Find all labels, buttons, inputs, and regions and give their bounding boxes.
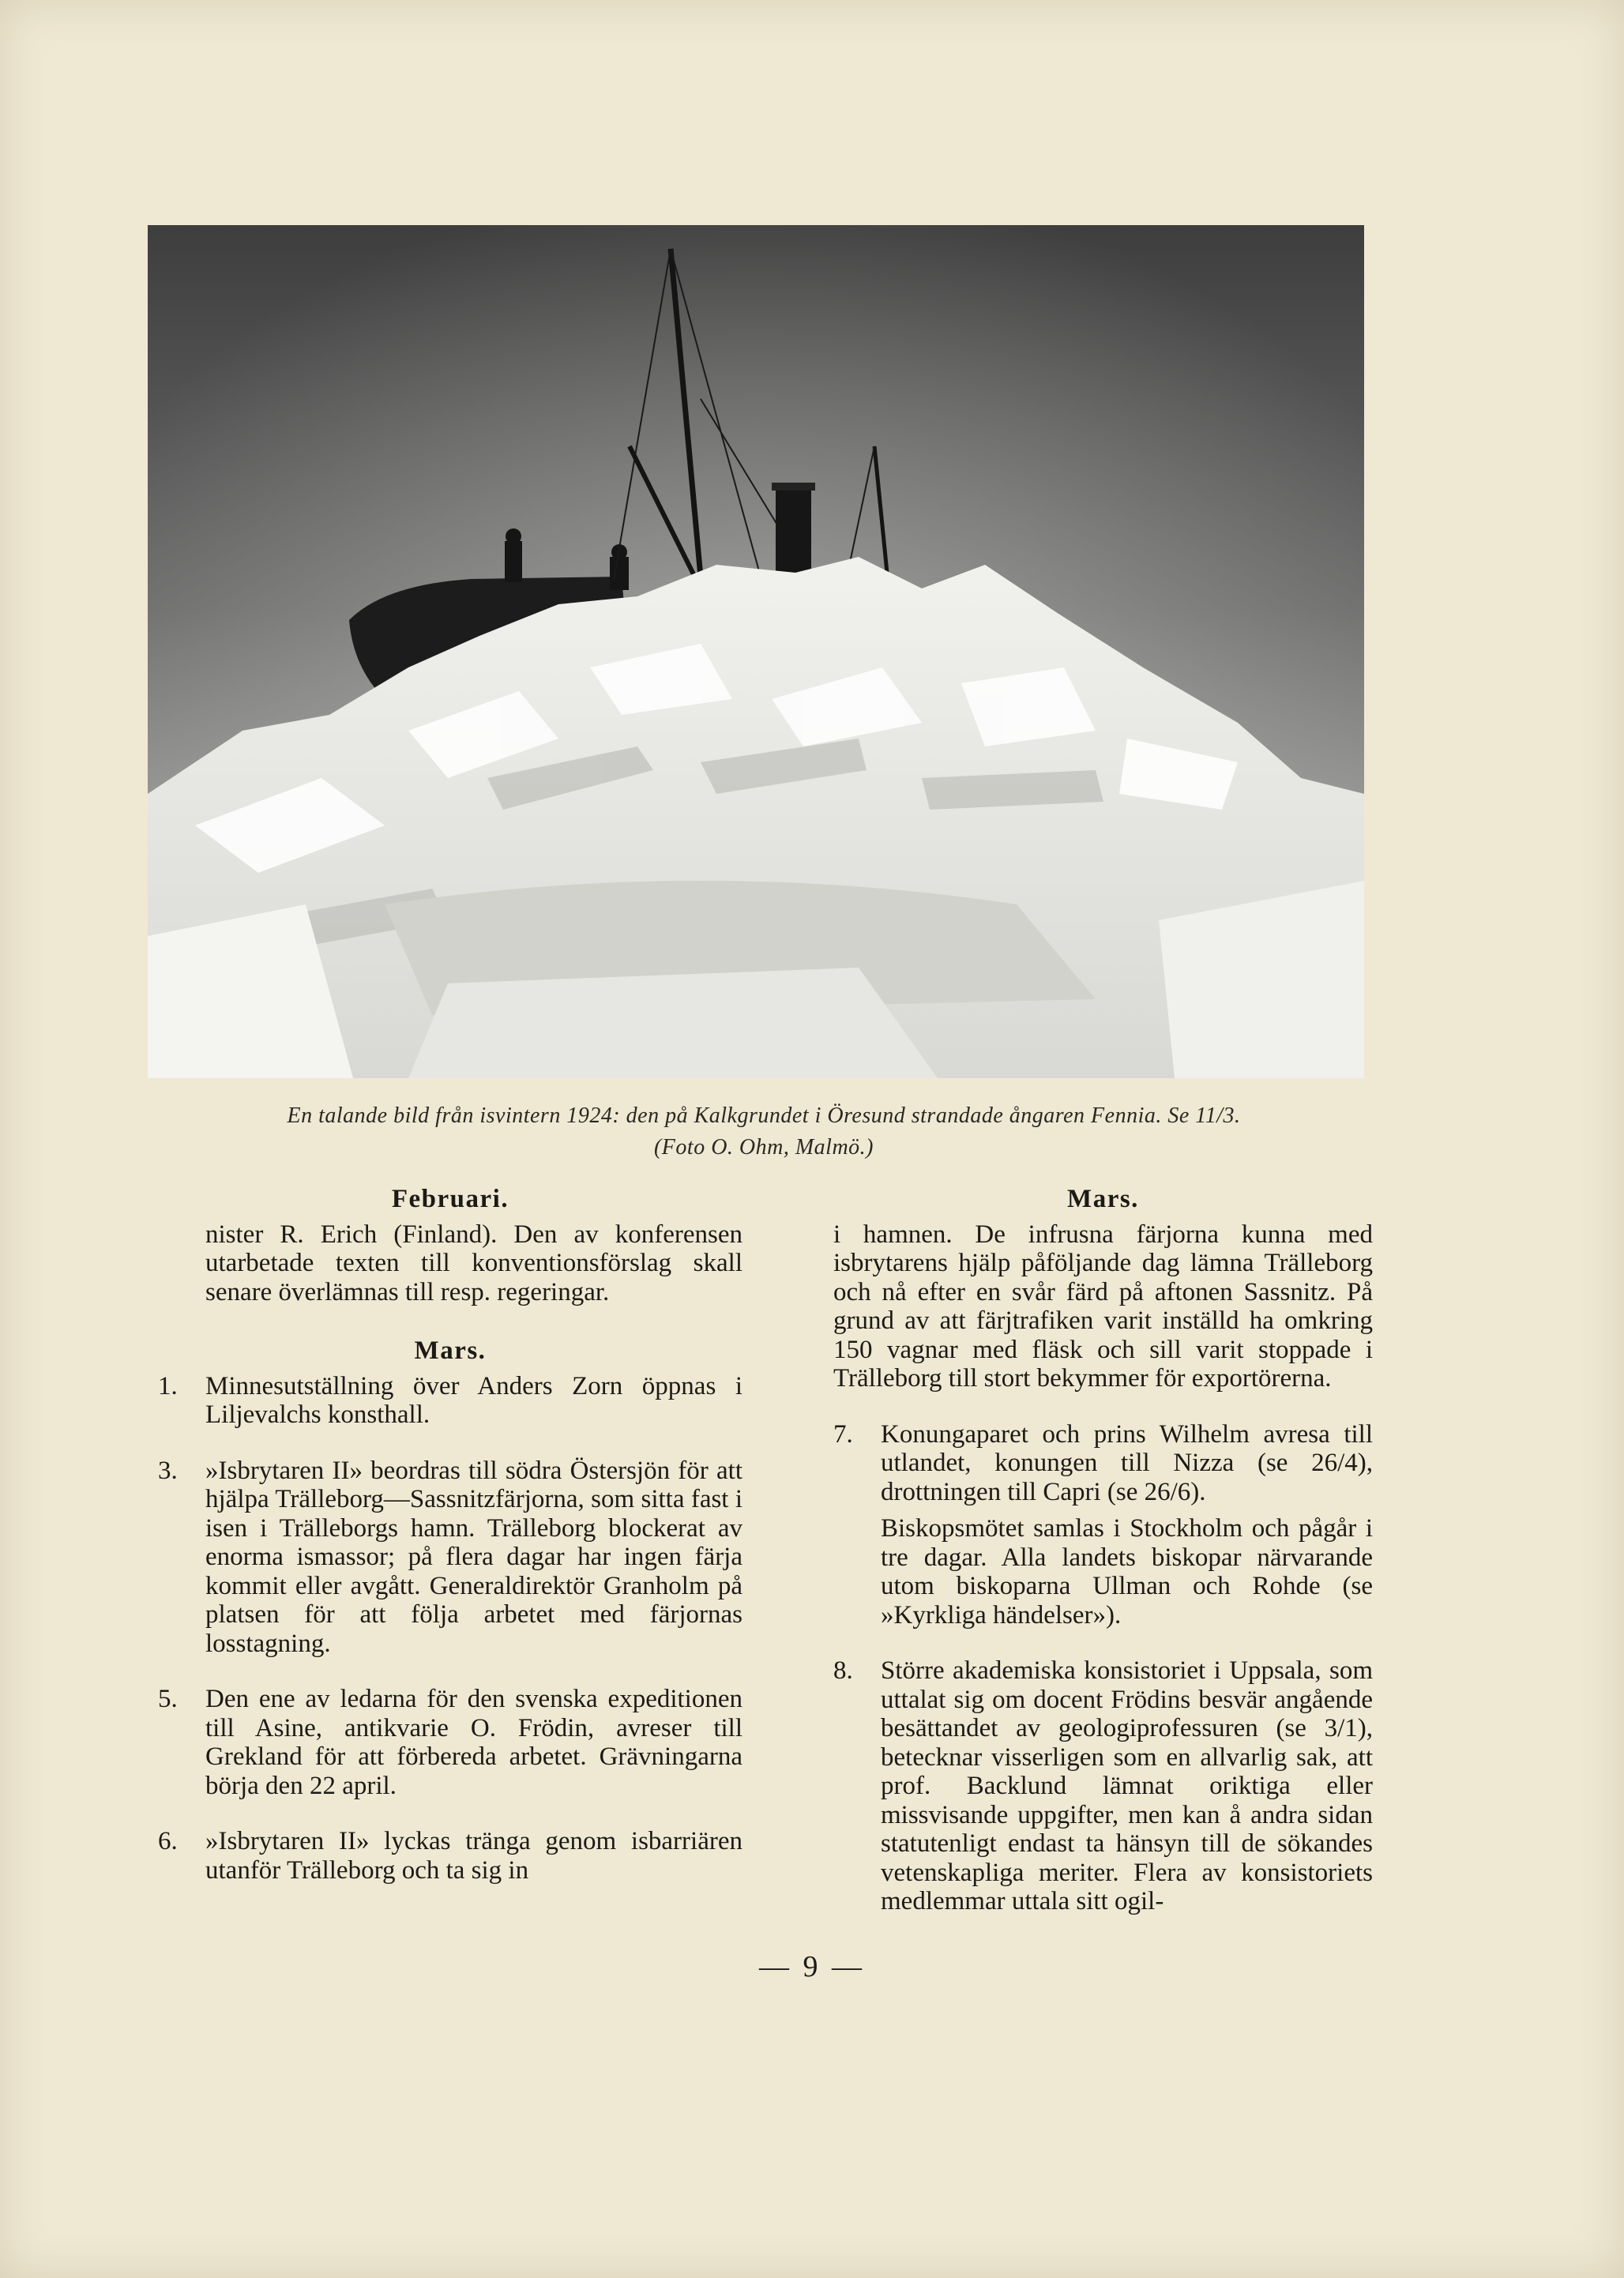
entry-1 [158, 1372, 742, 1430]
entry-number: 6. [158, 1827, 178, 1855]
entry-8 [833, 1656, 1373, 1916]
entry-7-biskopsmotet: Biskopsmötet samlas i Stockholm och pågår i tre dagar. Alla landets biskopar närvarande utom biskoparna Ullman och Rohde (se »Kyrkliga händelser»). [881, 1514, 1373, 1630]
month-heading-mars: Mars. [414, 1336, 487, 1365]
entry-6-continuation: i hamnen. De infrusna färjorna kunna med isbrytarens hjälp påföljande dag lämna Trälleborg och nå efter en svår färd på aftonen Sassnitz. På grund av att färjtrafiken varit inställd ha omkring 150 vagnar med fläsk och sill varit stoppade i Trälleborg till stort bekymmer för exportörerna. [833, 1220, 1373, 1393]
entry-number: 3. [158, 1456, 178, 1485]
ship-in-ice-photo [148, 225, 1364, 1078]
left-column [158, 1185, 742, 1885]
entry-5 [158, 1685, 742, 1800]
entry-number: 5. [158, 1685, 178, 1713]
entry-number: 7. [833, 1419, 853, 1449]
entry-3 [158, 1457, 742, 1659]
entry-text: Konungaparet och prins Wilhelm avresa till utlandet, konungen till Nizza (se 26/4), drottningen till Capri (se 26/6). [881, 1419, 1373, 1506]
entry-text: Större akademiska konsistoriet i Uppsala, som uttalat sig om docent Frödins besvär angående besättandet av geologiprofessuren (se 3/1), betecknar visserligen som en allvarlig sak, att prof. Backlund lämnat oriktiga eller missvisande uppgifter, men kan å andra sidan statutenligt endast ta hänsyn till de sökandes vetenskapliga meriter. Flera av konsistoriets medlemmar uttala sitt ogil- [881, 1656, 1373, 1915]
month-heading-mars-right: Mars. [1067, 1185, 1139, 1213]
month-heading-februari: Februari. [391, 1185, 509, 1213]
entry-text: »Isbrytaren II» lyckas tränga genom isbarriären utanför Trälleborg och ta sig in [205, 1827, 742, 1885]
caption-line-2: (Foto O. Ohm, Malmö.) [653, 1135, 874, 1160]
caption-line-1: En talande bild från isvintern 1924: den på Kalkgrundet i Öresund strandade ångaren Fennia. Se 11/3. [287, 1103, 1241, 1128]
february-continuation: nister R. Erich (Finland). Den av konferensen utarbetade texten till konventionsförslag skall senare överlämnas till resp. regeringar. [205, 1220, 742, 1306]
entry-text: Minnesutställning över Anders Zorn öppnas i Liljevalchs konsthall. [205, 1371, 742, 1429]
entry-text: Den ene av ledarna för den svenska expeditionen till Asine, antikvarie O. Frödin, avreser till Grekland för att förbereda arbetet. Grävningarna börja den 22 april. [205, 1685, 742, 1800]
entry-number: 1. [158, 1371, 178, 1400]
entry-number: 8. [833, 1656, 853, 1685]
entry-6 [158, 1827, 742, 1885]
photo-caption [148, 1100, 1380, 1163]
entry-7 [833, 1420, 1373, 1507]
entry-text: »Isbrytaren II» beordras till södra Östersjön för att hjälpa Trälleborg—Sassnitzfärjorna, som sitta fast i isen i Trälleborgs hamn. Trälleborg blockerat av enorma ismassor; på flera dagar har ingen färja kommit eller avgått. Generaldirektör Granholm på platsen för att följa arbetet med färjornas losstagning. [205, 1456, 742, 1658]
right-column [833, 1185, 1373, 1916]
page-number: — 9 — [759, 1950, 865, 1983]
